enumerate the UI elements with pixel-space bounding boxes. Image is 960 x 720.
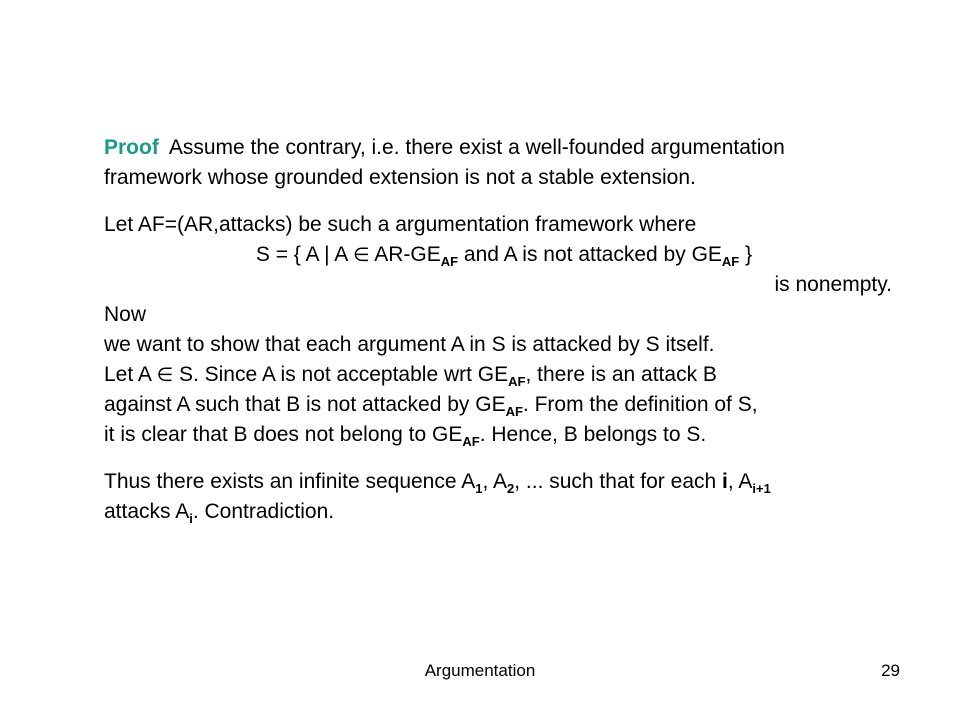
thus-part: Thus there exists an infinite sequence A xyxy=(104,470,476,493)
subscript: 1 xyxy=(475,481,483,496)
spacer xyxy=(104,193,904,210)
let-af-line: Let AF=(AR,attacks) be such a argumentation framework where xyxy=(104,213,697,236)
page-number: 29 xyxy=(881,661,900,680)
subscript: i+1 xyxy=(752,481,771,496)
subscript: AF xyxy=(440,254,459,269)
s-def-part: and A is not attacked by GE xyxy=(458,243,722,266)
subscript: AF xyxy=(721,254,740,269)
attacks-line xyxy=(104,497,904,527)
subscript: i xyxy=(189,511,193,526)
against-part: against A such that B is not attacked by GE xyxy=(104,393,506,416)
let-a-part: Let A xyxy=(104,363,157,386)
thus-line xyxy=(104,467,904,497)
bold-i: i xyxy=(722,470,728,493)
s-definition-line xyxy=(104,240,904,270)
subscript: AF xyxy=(462,434,480,449)
proof-line-1 xyxy=(104,133,904,163)
subscript: AF xyxy=(505,404,523,419)
clear-part: . Hence, B belongs to S. xyxy=(479,423,707,446)
proof-body xyxy=(104,133,904,527)
thus-part: , A xyxy=(482,470,507,493)
now-line: Now xyxy=(104,303,147,326)
let-a-line xyxy=(104,360,904,390)
clear-part: it is clear that B does not belong to GE xyxy=(104,423,463,446)
let-a-part: , there is an attack B xyxy=(525,363,717,386)
proof-text-1: Assume the contrary, i.e. there exist a well-founded argumentation xyxy=(168,136,785,159)
s-def-part: S = { A | A xyxy=(255,243,353,266)
thus-part: , ... such that for each xyxy=(514,470,723,493)
subscript: 2 xyxy=(507,481,515,496)
element-of-symbol: ∈ xyxy=(352,244,370,266)
s-def-part: AR-GE xyxy=(369,243,441,266)
spacer xyxy=(104,450,904,467)
nonempty-line: is nonempty. xyxy=(774,273,892,296)
subscript: AF xyxy=(508,374,526,389)
s-def-part: } xyxy=(739,243,753,266)
against-line xyxy=(104,390,904,420)
clear-line xyxy=(104,420,904,450)
footer-title: Argumentation xyxy=(424,661,536,680)
attacks-part: . Contradiction. xyxy=(192,500,335,523)
against-part: . From the definition of S, xyxy=(522,393,758,416)
proof-line-2: framework whose grounded extension is not a stable extension. xyxy=(104,166,696,189)
proof-label: Proof xyxy=(104,136,159,159)
thus-part: , A xyxy=(727,470,753,493)
element-of-symbol: ∈ xyxy=(156,364,174,386)
let-a-part: S. Since A is not acceptable wrt GE xyxy=(173,363,509,386)
attacks-part: attacks A xyxy=(104,500,190,523)
want-show-line: we want to show that each argument A in S is attacked by S itself. xyxy=(104,333,715,356)
